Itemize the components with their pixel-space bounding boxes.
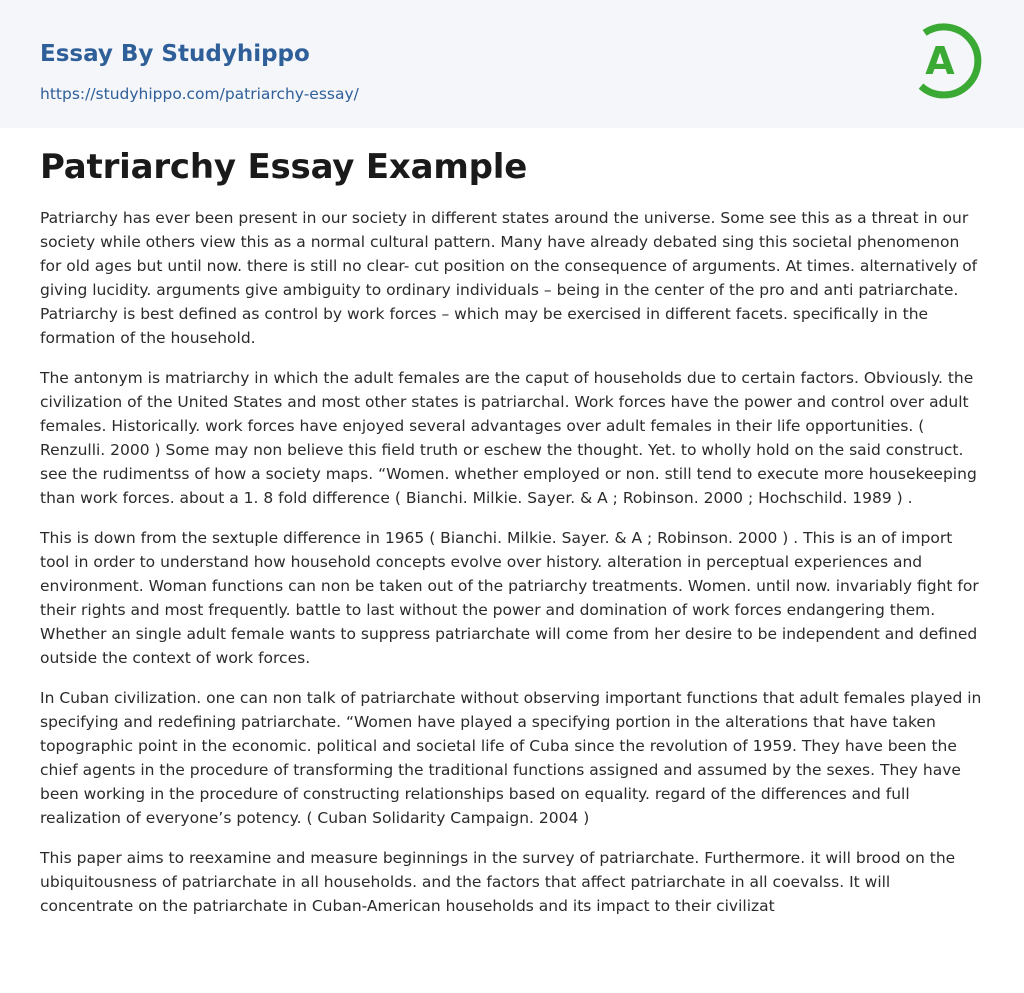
essay-article	[40, 142, 984, 934]
studyhippo-logo[interactable]	[908, 18, 988, 106]
essay-url-link[interactable]: https://studyhippo.com/patriarchy-essay/	[40, 85, 359, 103]
essay-paragraph: Patriarchy has ever been present in our society in different states around the universe. Some see this as a threat in our society while others view this as a normal cultural pattern. Many have already debated sing this societal phenomenon for old ages but until now. there is still no clear- cut position on the consequence of arguments. At times. alternatively of giving lucidity. arguments give ambiguity to ordinary individuals – being in the center of the pro and anti patriarchate. Patriarchy is best defined as control by work forces – which may be exercised in different facets. specifically in the formation of the household.	[40, 209, 978, 347]
brand-title: Essay By Studyhippo	[40, 41, 310, 67]
essay-paragraph: This paper aims to reexamine and measure beginnings in the survey of patriarchate. Furthermore. it will brood on the ubiquitousness of patriarchate in all households. and the factors that affect patriarchate in all coevalss. It will concentrate on the patriarchate in Cuban-American households and its impact to their civilizat	[40, 849, 956, 915]
essay-paragraph: The antonym is matriarchy in which the adult females are the caput of households due to certain factors. Obviously. the civilization of the United States and most other states is patriarchal. Work forces have the power and control over adult females. Historically. work forces have enjoyed several advantages over adult females in their life opportunities. ( Renzulli. 2000 ) Some may non believe this field truth or eschew the thought. Yet. to wholly hold on the said construct. see the rudimentss of how a society maps. “Women. whether employed or non. still tend to execute more housekeeping than work forces. about a 1. 8 fold difference ( Bianchi. Milkie. Sayer. & A ; Robinson. 2000 ; Hochschild. 1989 ) .	[40, 369, 977, 507]
logo-letter: A	[925, 39, 955, 83]
site-header	[0, 0, 1024, 128]
page-title: Patriarchy Essay Example	[40, 147, 528, 187]
essay-paragraph: This is down from the sextuple difference in 1965 ( Bianchi. Milkie. Sayer. & A ; Robinson. 2000 ) . This is an of import tool in order to understand how household concepts evolve over history. alteration in perceptual experiences and environment. Woman functions can non be taken out of the patriarchy treatments. Women. until now. invariably fight for their rights and most frequently. battle to last without the power and domination of work forces endangering them. Whether an single adult female wants to suppress patriarchate will come from her desire to be independent and defined outside the context of work forces.	[40, 529, 979, 667]
essay-paragraph: In Cuban civilization. one can non talk of patriarchate without observing important functions that adult females played in specifying and redefining patriarchate. “Women have played a specifying portion in the alterations that have taken topographic point in the economic. political and societal life of Cuba since the revolution of 1959. They have been the chief agents in the procedure of transforming the traditional functions assigned and assumed by the sexes. They have been working in the procedure of constructing relationships based on equality. regard of the differences and full realization of everyone’s potency. ( Cuban Solidarity Campaign. 2004 )	[40, 689, 982, 827]
